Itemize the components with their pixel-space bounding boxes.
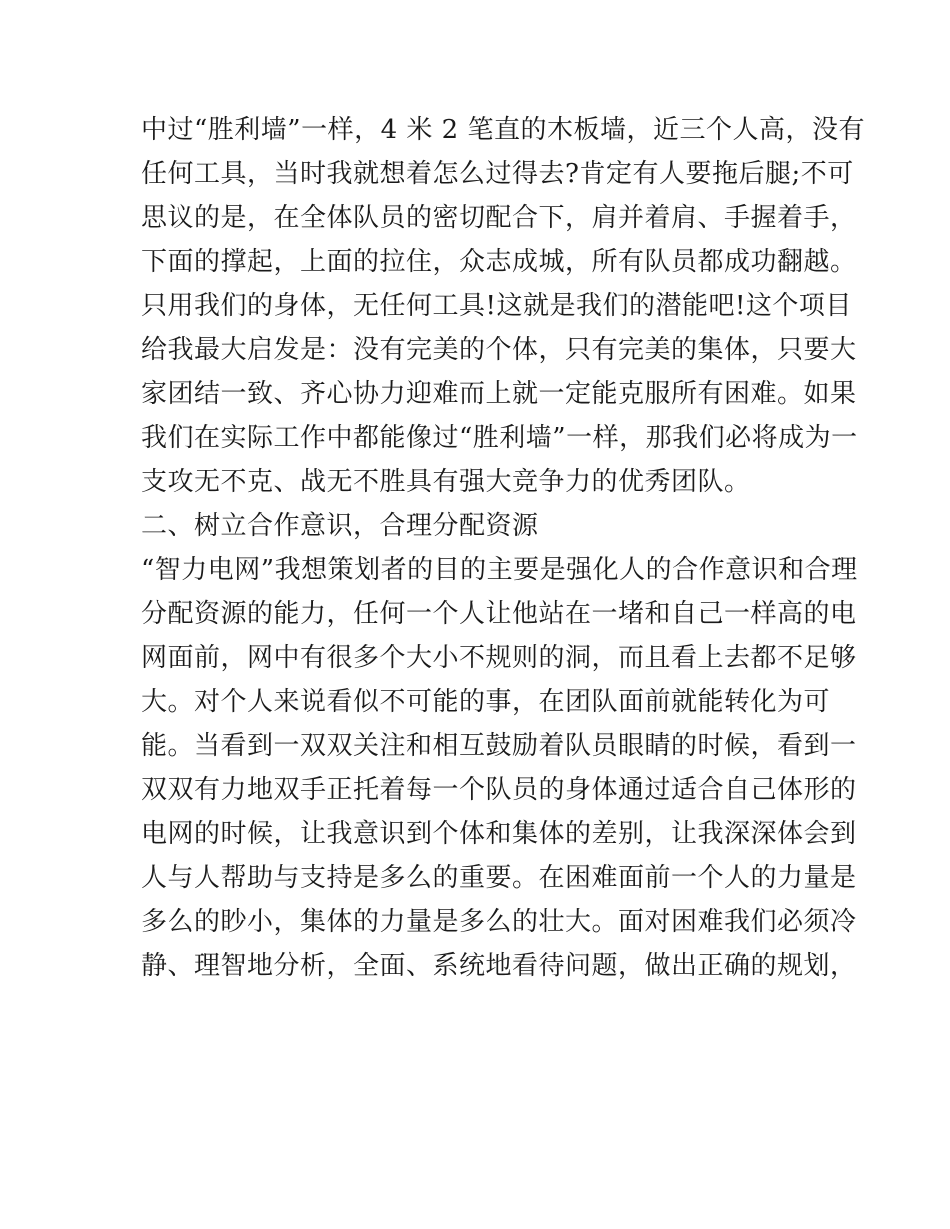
text-line: 中过“胜利墙”一样，4 米 2 笔直的木板墙，近三个人高，没有 [141, 115, 865, 145]
text-line: 支攻无不克、战无不胜具有强大竞争力的优秀团队。 [141, 467, 751, 497]
text-line: 任何工具，当时我就想着怎么过得去?肯定有人要拖后腿;不可 [141, 159, 854, 189]
text-line: 能。当看到一双双关注和相互鼓励着队员眼睛的时候，看到一 [141, 731, 857, 761]
text-line: 静、理智地分析，全面、系统地看待问题，做出正确的规划， [141, 951, 857, 981]
text-line: 电网的时候，让我意识到个体和集体的差别，让我深深体会到 [141, 819, 857, 849]
text-line: 大。对个人来说看似不可能的事，在团队面前就能转化为可 [141, 687, 831, 717]
text-line: 给我最大启发是：没有完美的个体，只有完美的集体，只要大 [141, 335, 857, 365]
text-line: 家团结一致、齐心协力迎难而上就一定能克服所有困难。如果 [141, 379, 857, 409]
text-line: 只用我们的身体，无任何工具!这就是我们的潜能吧!这个项目 [141, 291, 852, 321]
text-line: 双双有力地双手正托着每一个队员的身体通过适合自己体形的 [141, 775, 857, 805]
text-line: 人与人帮助与支持是多么的重要。在困难面前一个人的力量是 [141, 863, 857, 893]
text-line: “智力电网”我想策划者的目的主要是强化人的合作意识和合理 [141, 555, 858, 585]
text-line: 多么的眇小，集体的力量是多么的壮大。面对困难我们必须冷 [141, 907, 857, 937]
document-body [141, 108, 865, 988]
text-line: 分配资源的能力，任何一个人让他站在一堵和自己一样高的电 [141, 599, 857, 629]
text-line: 我们在实际工作中都能像过“胜利墙”一样，那我们必将成为一 [141, 423, 858, 453]
text-line: 网面前，网中有很多个大小不规则的洞，而且看上去都不足够 [141, 643, 857, 673]
section-heading: 二、树立合作意识，合理分配资源 [141, 511, 539, 541]
text-line: 思议的是，在全体队员的密切配合下，肩并着肩、手握着手， [141, 203, 857, 233]
text-line: 下面的撑起，上面的拉住，众志成城，所有队员都成功翻越。 [141, 247, 857, 277]
